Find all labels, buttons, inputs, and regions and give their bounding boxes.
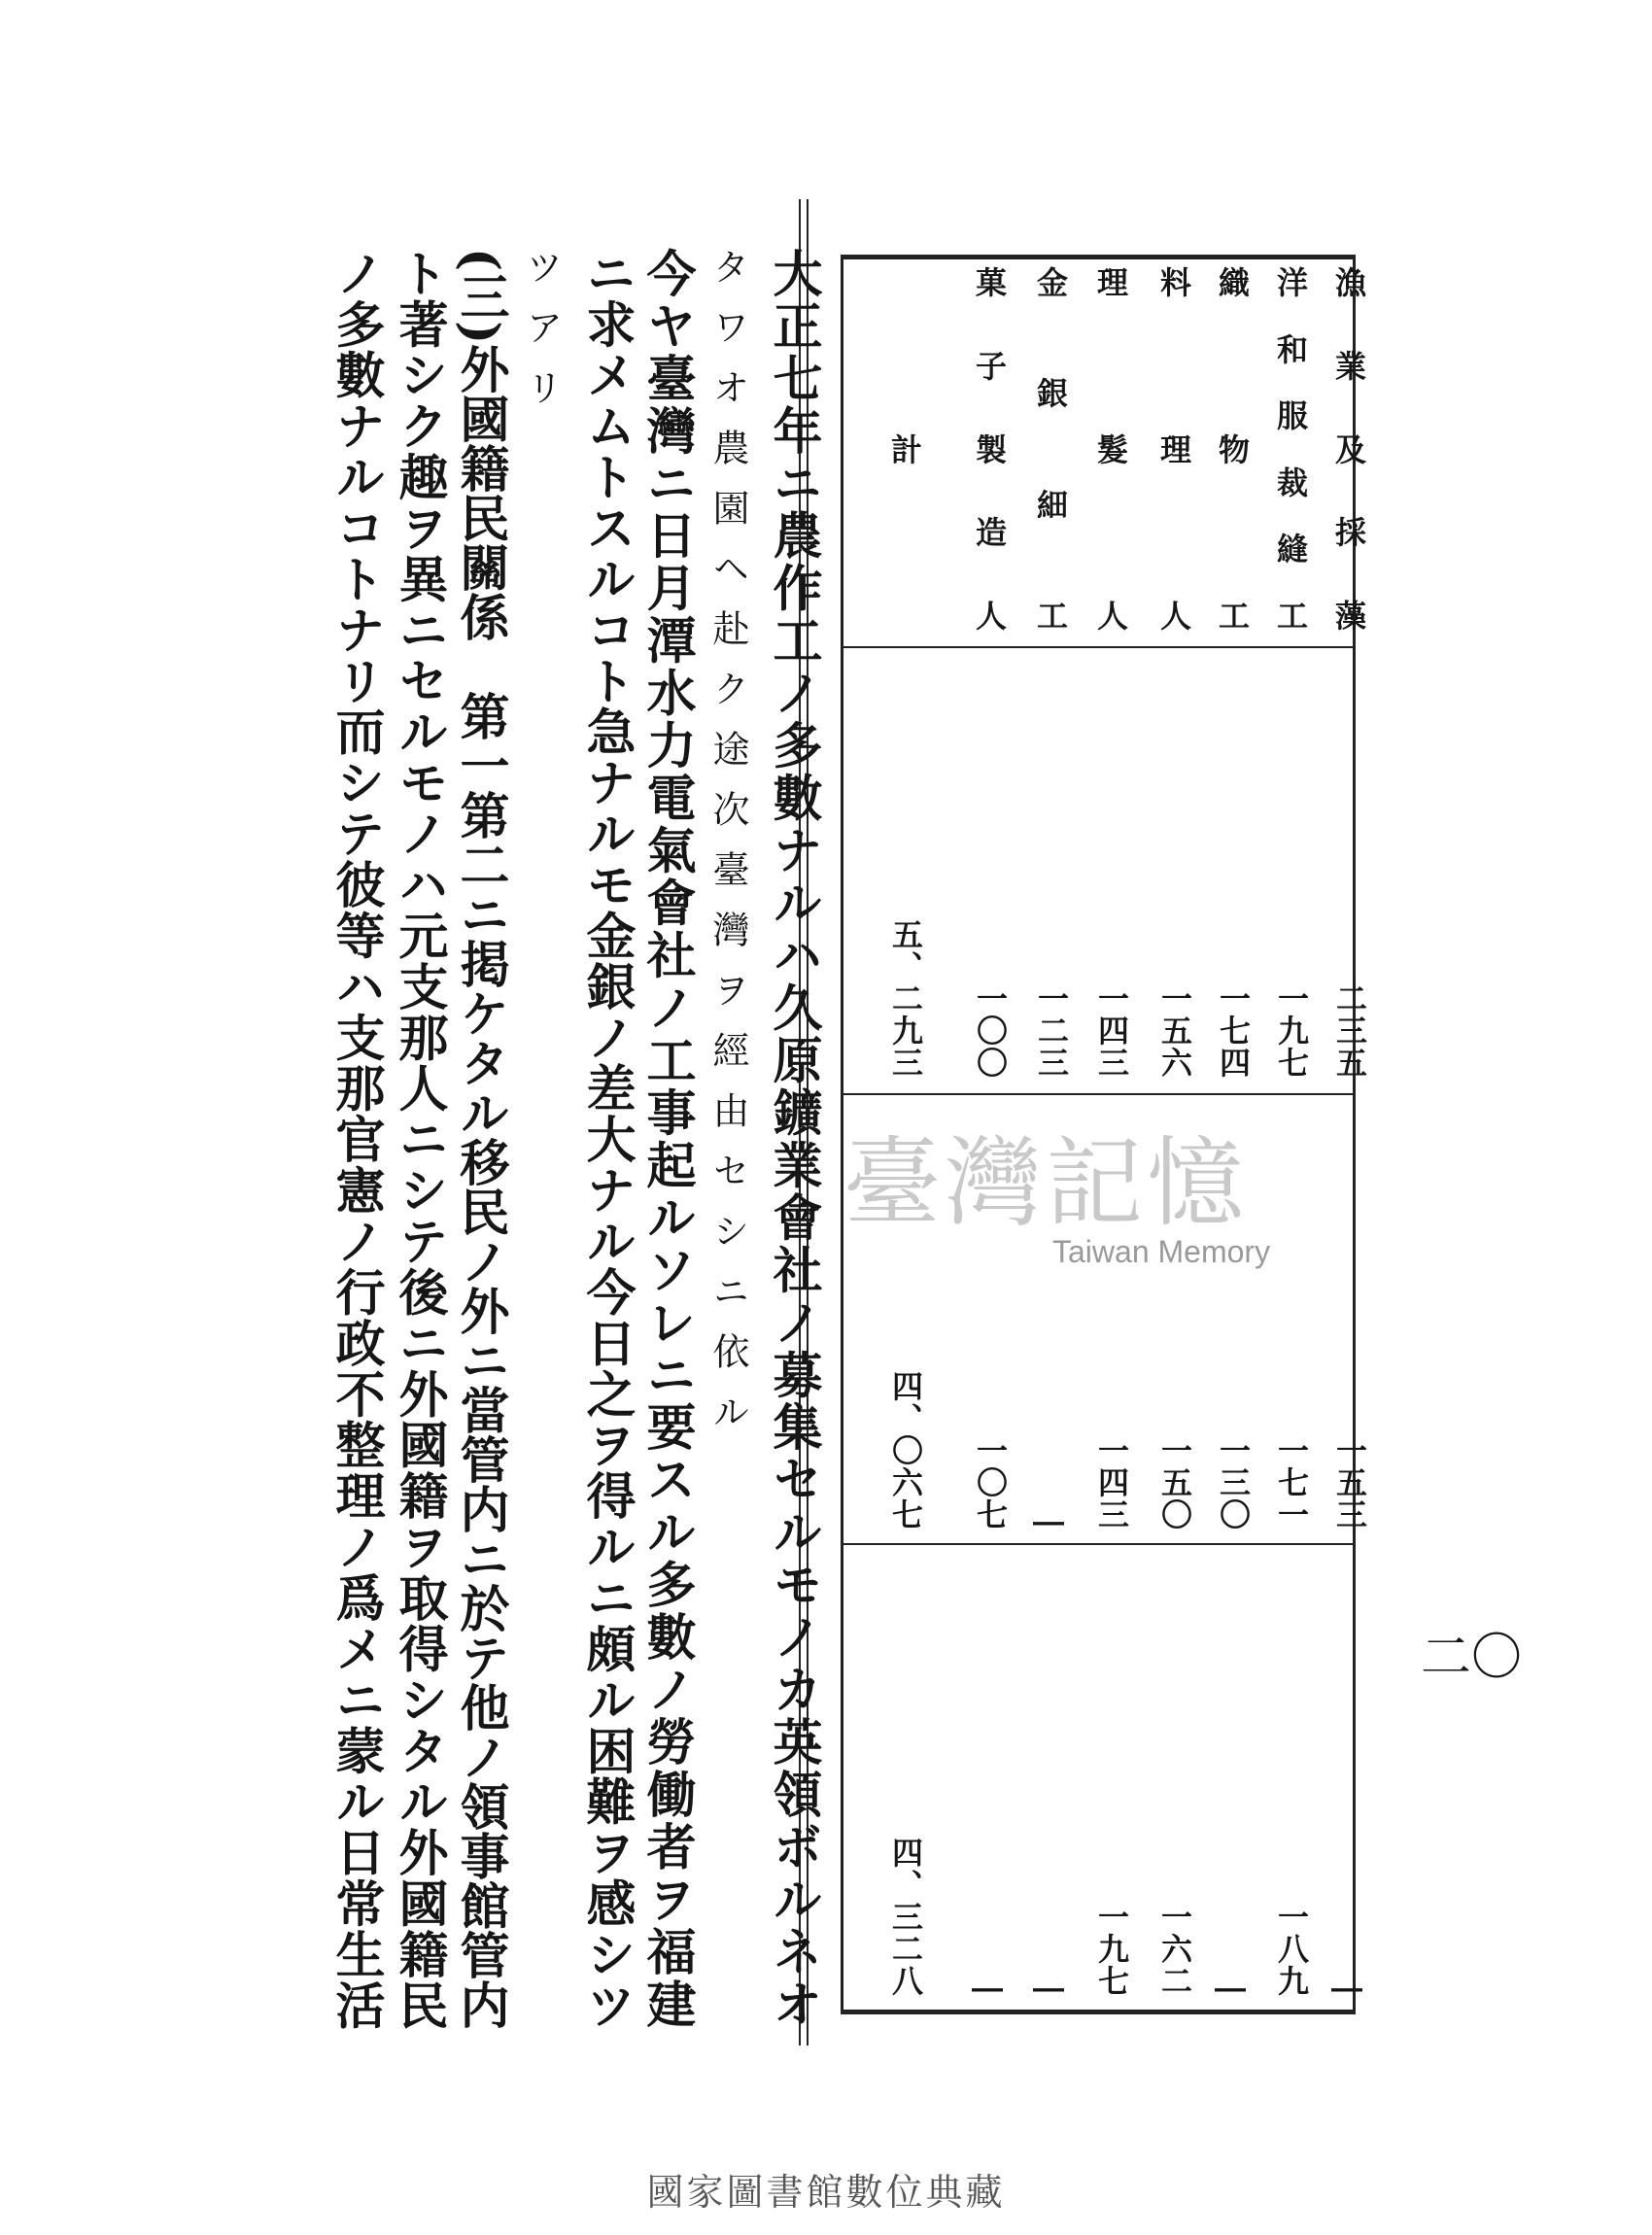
table-row-label [1268,264,1317,635]
label-char: 洋 [1276,264,1308,301]
table-row-label [1152,264,1200,635]
table-cell: 一〇七 [972,1434,1009,1530]
label-char: 理 [1159,430,1191,468]
prose-column: (三)外國籍民關係 第一第二ニ掲ケタル移民ノ外ニ當管内ニ於テ他ノ領事館管内 [451,248,509,2030]
table-cell: | [1033,1518,1070,1530]
table-cell: | [1033,1984,1070,1997]
table-cell: 一四三 [1093,982,1130,1079]
label-char: 織 [1218,264,1250,301]
label-char: 裁 [1276,464,1308,501]
label-char: 業 [1334,347,1366,385]
table-cell: 二三五 [1331,982,1368,1079]
table-cell: 五、二九三 [887,918,924,1079]
table-cell: 四、三二八 [887,1837,924,1997]
label-char: 物 [1218,430,1250,468]
table-cell: 一九七 [1273,982,1310,1079]
table-row-label [1088,264,1137,635]
label-char: 金 [1036,264,1068,301]
table-cell: | [972,1984,1009,1997]
label-char: 髮 [1096,430,1128,468]
label-char: 工 [1276,597,1308,635]
table-cell: 四、〇六七 [887,1370,924,1530]
label-char: 藻 [1334,598,1366,635]
table-cell: 一六二 [1156,1901,1193,1997]
table-cell: 一三〇 [1215,1434,1252,1530]
table-cell: 一五〇 [1156,1434,1193,1530]
label-char: 料 [1159,264,1191,301]
label-char: 製 [975,430,1007,468]
label-char: 和 [1276,330,1308,368]
table-cell: 一〇〇 [972,982,1009,1079]
table-cell: 一七一 [1273,1434,1310,1530]
table-row-label [1028,264,1077,635]
label-char: 造 [975,514,1007,552]
prose-column: ト著シク趣ヲ異ニセルモノハ元支那人ニシテ後ニ外國籍ヲ取得シタル外國籍民 [390,248,448,2031]
label-char: 菓 [975,264,1007,301]
table-cell: 一二三 [1033,982,1070,1079]
label-char: 採 [1334,514,1366,552]
table-cell: 一五六 [1156,982,1193,1079]
label-char: 細 [1036,486,1068,524]
label-char: 漁 [1334,264,1366,301]
table-column-divider-2 [841,1543,1356,1545]
prose-column: 今ヤ臺灣ニ日月潭水力電氣會社ノ工事起ルソレニ要スル多數ノ勞働者ヲ福建 [637,248,696,2031]
watermark-subtitle: Taiwan Memory [1052,1234,1271,1269]
prose-column: タワオ農園ヘ赴ク途次臺灣ヲ經由セシニ依ル [706,248,749,1453]
prose-column: ノ多數ナルコトナリ而シテ彼等ハ支那官憲ノ行政不整理ノ爲メニ蒙ル日常生活 [327,248,385,2031]
table-row-label [882,267,931,632]
table-cell: 一五三 [1331,1434,1368,1530]
label-char: 理 [1096,264,1128,301]
prose-column: ツアリ [520,248,563,429]
label-char: 子 [975,347,1007,385]
prose-column: ニ求メムトスルコト急ナルモ金銀ノ差大ナル今日之ヲ得ルニ頗ル困難ヲ感シツ [577,248,636,2031]
table-cell: 一九七 [1093,1901,1130,1997]
table-column-divider-1 [841,1093,1356,1095]
table-cell: 一四三 [1093,1434,1130,1530]
table-cell: | [1331,1984,1368,1997]
watermark-title: 臺灣記憶 [843,1126,1248,1240]
table-top-rule [841,255,1356,259]
label-char: 工 [1036,597,1068,635]
label-char: 服 [1276,397,1308,435]
table-bottom-rule [841,2010,1356,2014]
label-char: 縫 [1276,531,1308,568]
label-char: 人 [1096,598,1128,635]
label-char: 銀 [1036,375,1068,413]
table-cell: | [1215,1984,1252,1997]
label-char: 及 [1334,430,1366,468]
footer-caption: 國家圖書館數位典藏 [646,2171,1006,2214]
label-char: 工 [1218,598,1250,635]
label-char: 人 [1159,598,1191,635]
prose-column: 大正七年ニ農作工ノ多數ナルハ久原鑛業會社ノ募集セルモノカ英領ボルネオ [764,248,822,2031]
label-char: 人 [975,598,1007,635]
label-char: 計 [890,430,922,468]
table-header-rule [841,646,1356,648]
table-row-label [967,264,1015,635]
watermark-logo [843,1126,1300,1269]
table-cell: 一八九 [1273,1901,1310,1997]
page-number: 二〇 [1421,1629,1523,1687]
table-row-label [1210,264,1258,635]
table-row-label [1326,264,1375,635]
table-cell: 一七四 [1215,982,1252,1079]
